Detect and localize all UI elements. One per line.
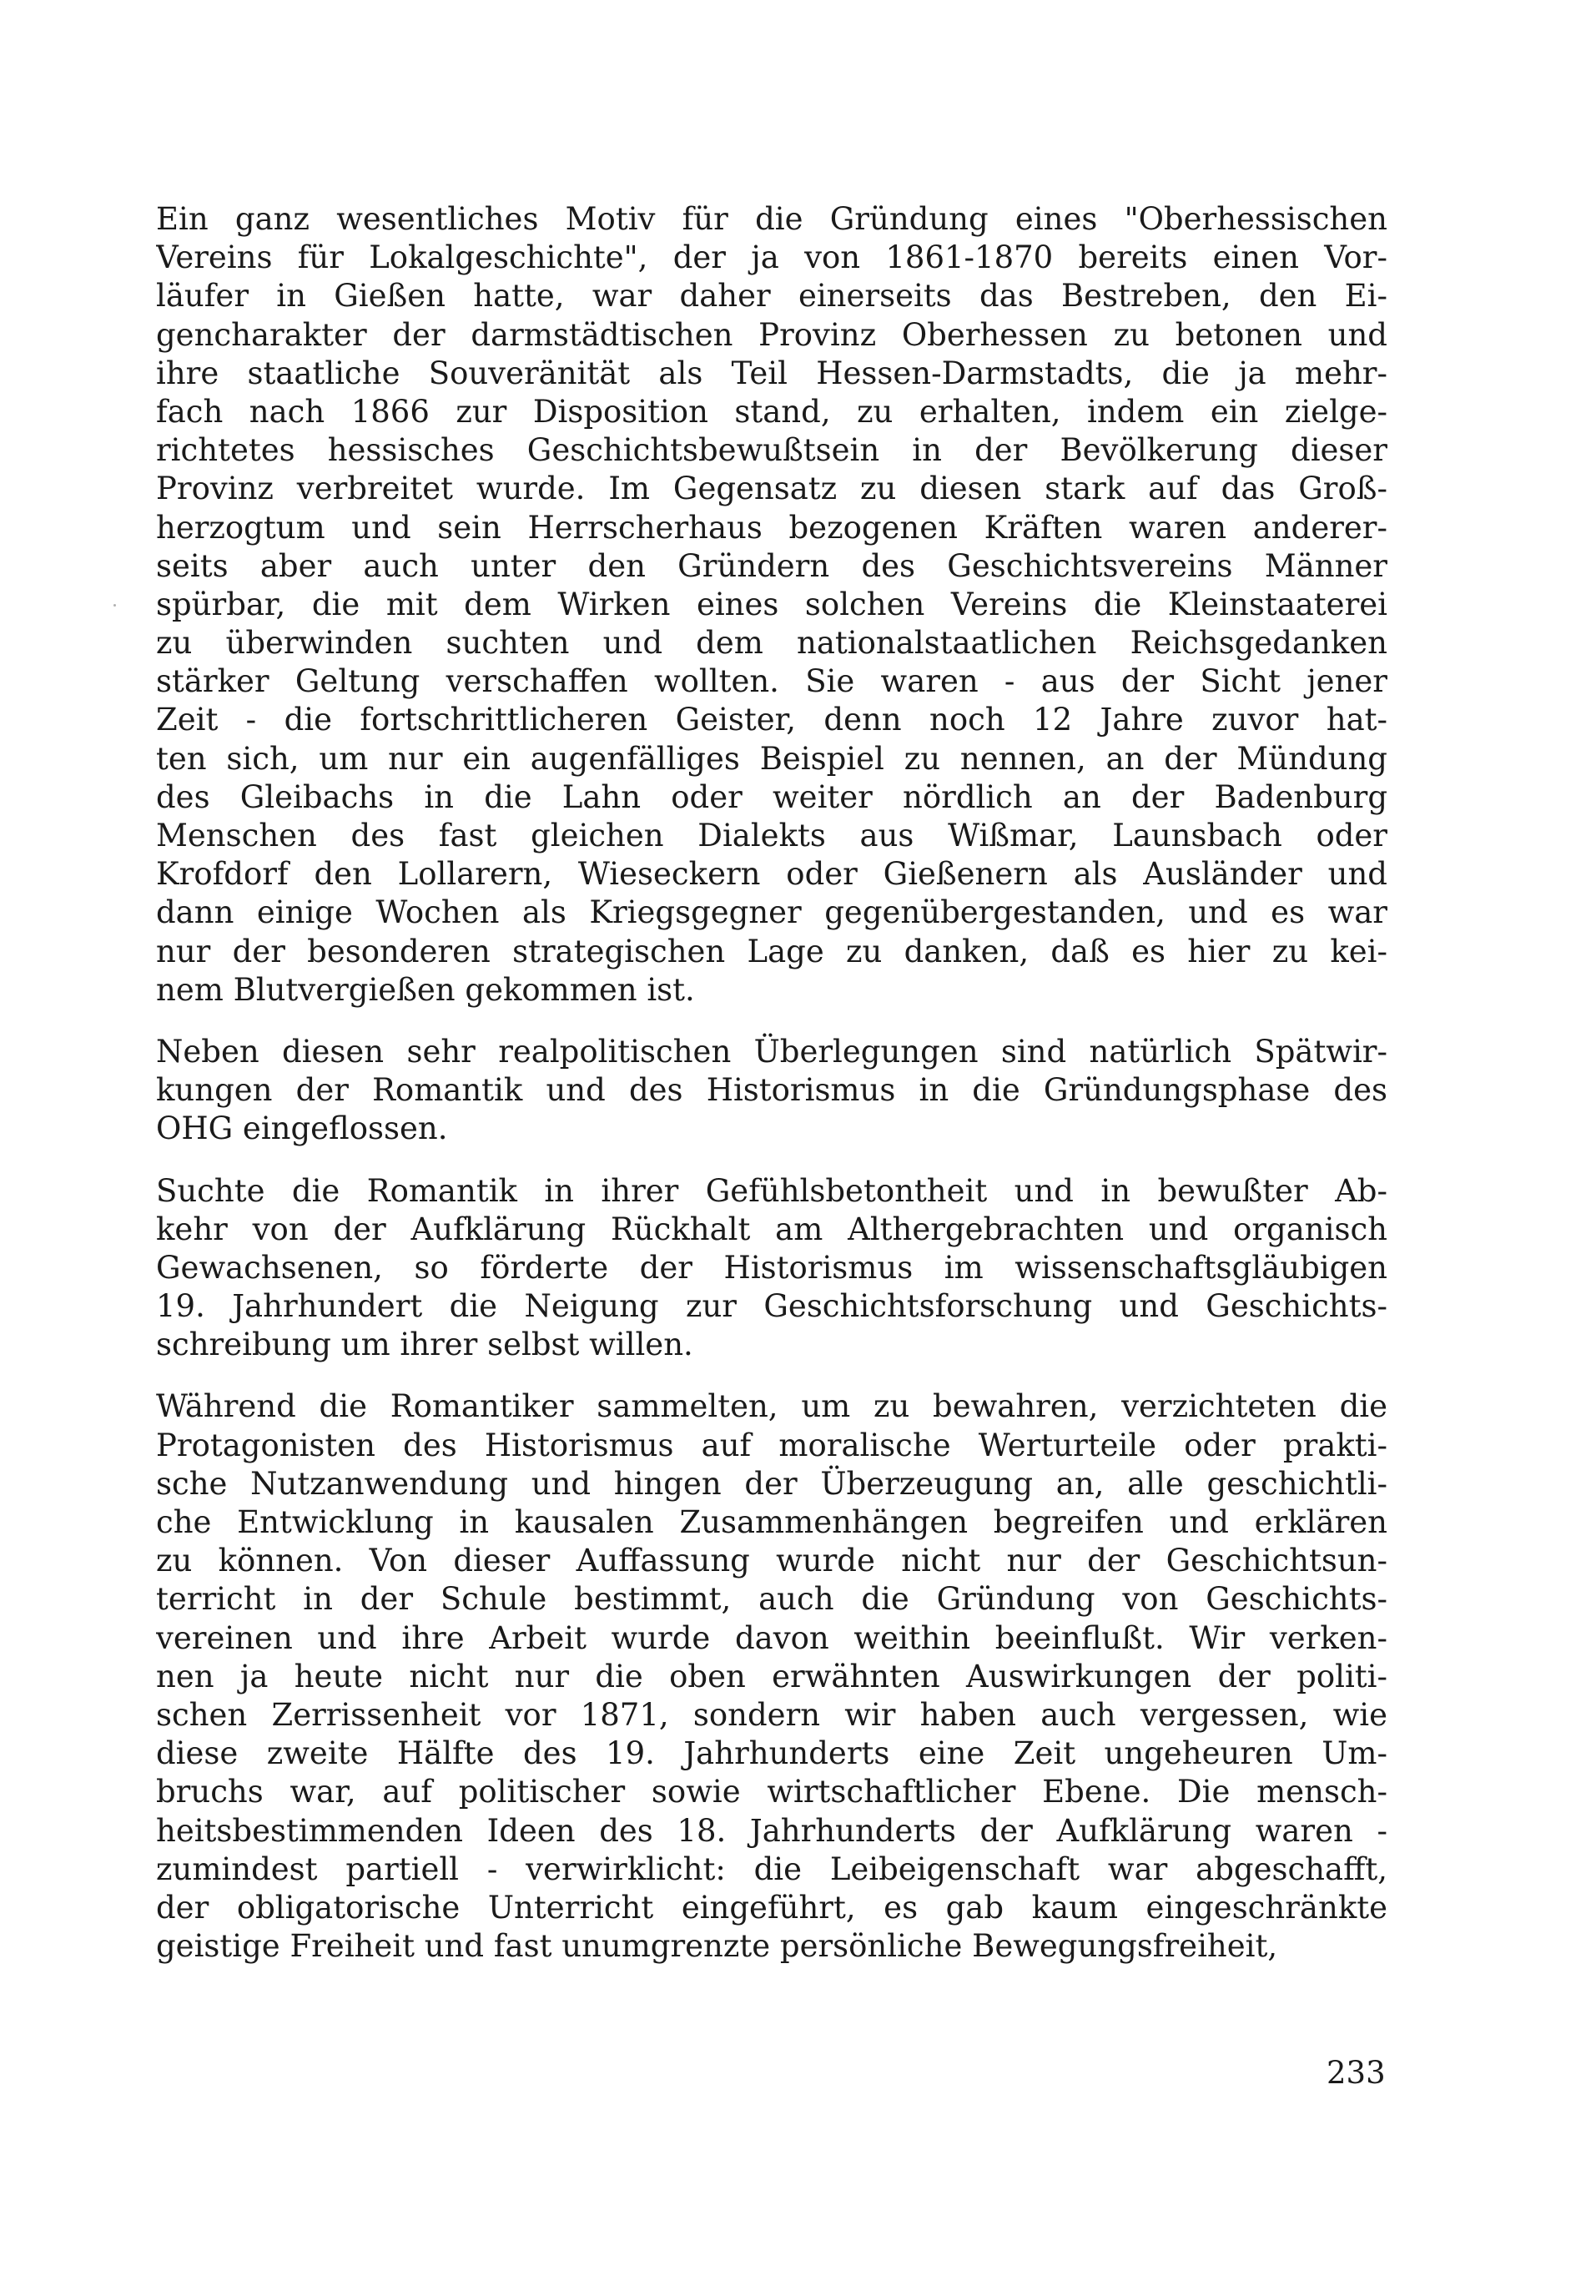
text-line: herzogtum und sein Herrscherhaus bezogenen Kräften waren anderer- — [156, 509, 1387, 546]
text-line: Gewachsenen, so förderte der Historismus im wissenschaftsgläubigen — [156, 1249, 1387, 1286]
page-number: 233 — [1327, 2055, 1386, 2091]
text-line: Suchte die Romantik in ihrer Gefühlsbetontheit und in bewußter Ab- — [156, 1172, 1387, 1209]
text-line: ihre staatliche Souveränität als Teil Hessen-Darmstadts, die ja mehr- — [156, 355, 1387, 391]
text-line: Provinz verbreitet wurde. Im Gegensatz zu diesen stark auf das Groß- — [156, 471, 1387, 507]
text-line: Während die Romantiker sammelten, um zu bewahren, verzichteten die — [156, 1388, 1387, 1425]
text-line: schreibung um ihrer selbst willen. — [156, 1327, 693, 1363]
text-line: Krofdorf den Lollarern, Wieseckern oder Gießenern als Ausländer und — [156, 856, 1387, 893]
text-line: Zeit - die fortschrittlicheren Geister, denn noch 12 Jahre zuvor hat- — [156, 702, 1387, 738]
text-line: Neben diesen sehr realpolitischen Überlegungen sind natürlich Spätwir- — [156, 1033, 1387, 1070]
text-line: terricht in der Schule bestimmt, auch die Gründung von Geschichts- — [156, 1581, 1387, 1618]
text-line: nem Blutvergießen gekommen ist. — [156, 971, 695, 1008]
text-line: der obligatorische Unterricht eingeführt, es gab kaum eingeschränkte — [156, 1889, 1387, 1926]
text-line: ten sich, um nur ein augenfälliges Beispiel zu nennen, an der Mündung — [156, 740, 1387, 777]
paragraph — [156, 1033, 1387, 1149]
text-line: diese zweite Hälfte des 19. Jahrhunderts eine Zeit ungeheuren Um- — [156, 1735, 1387, 1772]
paragraph — [156, 1172, 1387, 1365]
text-line: Ein ganz wesentliches Motiv für die Gründung eines "Oberhessischen — [156, 201, 1387, 237]
text-line: seits aber auch unter den Gründern des Geschichtsvereins Männer — [156, 547, 1387, 584]
text-line: Menschen des fast gleichen Dialekts aus Wißmar, Launsbach oder — [156, 818, 1387, 853]
text-line: nen ja heute nicht nur die oben erwähnten Auswirkungen der politi- — [156, 1658, 1387, 1694]
text-line: vereinen und ihre Arbeit wurde davon weithin beeinflußt. Wir verken- — [156, 1619, 1387, 1656]
text-line: richtetes hessisches Geschichtsbewußtsein in der Bevölkerung dieser — [156, 432, 1387, 469]
text-line: stärker Geltung verschaffen wollten. Sie waren - aus der Sicht jener — [156, 663, 1387, 700]
text-line: che Entwicklung in kausalen Zusammenhängen begreifen und erklären — [156, 1504, 1387, 1540]
text-line: Protagonisten des Historismus auf moralische Werturteile oder prakti- — [156, 1427, 1387, 1463]
text-line: 19. Jahrhundert die Neigung zur Geschichtsforschung und Geschichts- — [156, 1288, 1387, 1325]
text-line: zumindest partiell - verwirklicht: die Leibeigenschaft war abgeschafft, — [156, 1850, 1387, 1887]
text-line: dann einige Wochen als Kriegsgegner gegenübergestanden, und es war — [156, 894, 1387, 931]
text-line: schen Zerrissenheit vor 1871, sondern wir haben auch vergessen, wie — [156, 1696, 1387, 1733]
text-line: fach nach 1866 zur Disposition stand, zu erhalten, indem ein zielge- — [156, 393, 1387, 430]
scan-speck — [113, 604, 116, 607]
paragraph — [156, 200, 1387, 1010]
text-line: bruchs war, auf politischer sowie wirtschaftlicher Ebene. Die mensch- — [156, 1774, 1387, 1810]
text-line: des Gleibachs in die Lahn oder weiter nördlich an der Badenburg — [156, 778, 1387, 815]
text-line: nur der besonderen strategischen Lage zu danken, daß es hier zu kei- — [156, 933, 1387, 969]
text-line: läufer in Gießen hatte, war daher einerseits das Bestreben, den Ei- — [156, 278, 1387, 315]
text-line: gencharakter der darmstädtischen Provinz Oberhessen zu betonen und — [156, 316, 1387, 353]
body-text — [156, 200, 1387, 1989]
text-line: Vereins für Lokalgeschichte", der ja von 1861-1870 bereits einen Vor- — [156, 239, 1387, 276]
text-line: sche Nutzanwendung und hingen der Überzeugung an, alle geschichtli- — [156, 1465, 1387, 1502]
text-line: geistige Freiheit und fast unumgrenzte persönliche Bewegungsfreiheit, — [156, 1928, 1278, 1965]
text-line: OHG eingeflossen. — [156, 1110, 448, 1147]
text-line: kungen der Romantik und des Historismus in die Gründungsphase des — [156, 1072, 1387, 1109]
text-line: spürbar, die mit dem Wirken eines solchen Vereins die Kleinstaaterei — [156, 586, 1387, 622]
text-line: kehr von der Aufklärung Rückhalt am Althergebrachten und organisch — [156, 1211, 1387, 1247]
text-line: zu können. Von dieser Auffassung wurde nicht nur der Geschichtsun- — [156, 1543, 1387, 1579]
paragraph — [156, 1387, 1387, 1966]
text-line: heitsbestimmenden Ideen des 18. Jahrhunderts der Aufklärung waren - — [156, 1812, 1387, 1849]
text-line: zu überwinden suchten und dem nationalstaatlichen Reichsgedanken — [156, 625, 1387, 662]
